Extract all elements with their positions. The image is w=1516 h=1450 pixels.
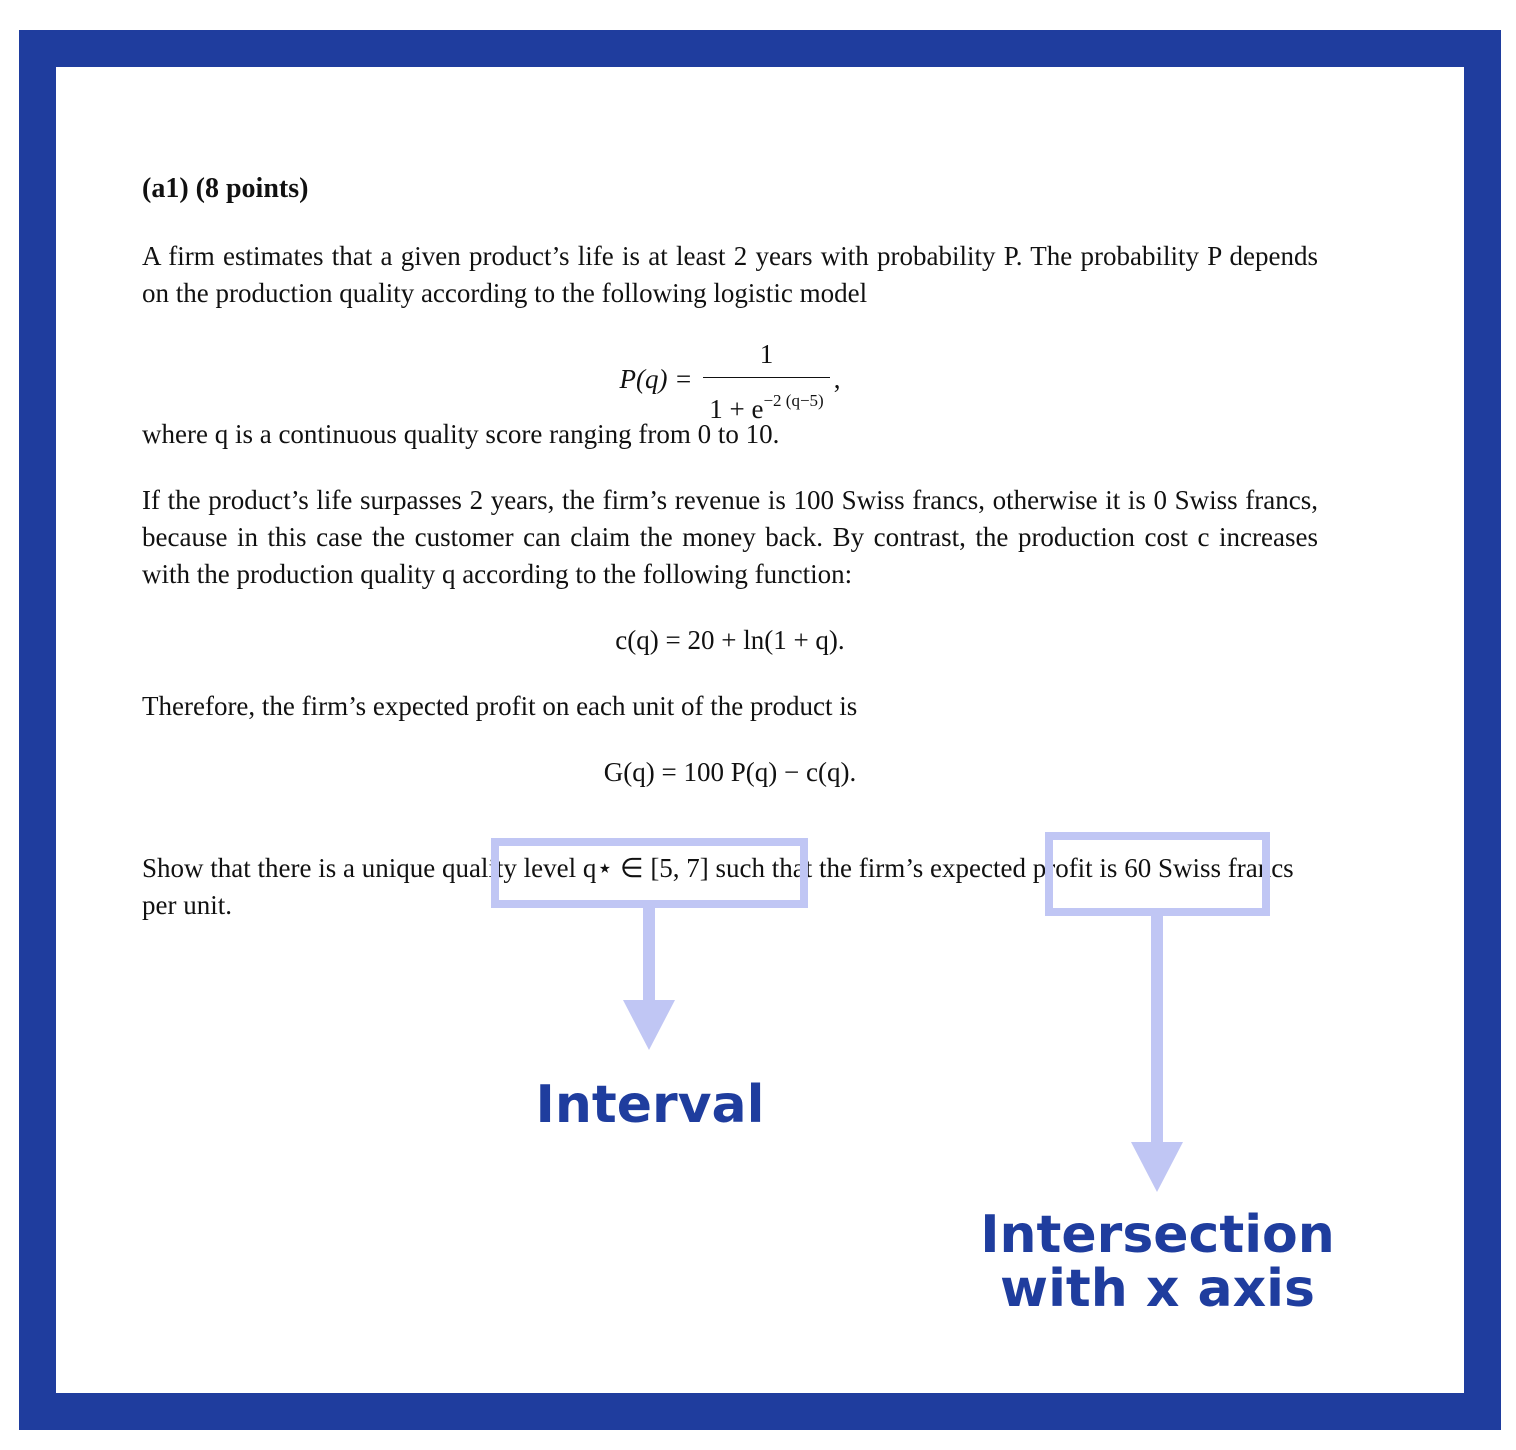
paragraph-where: where q is a continuous quality score ranging from 0 to 10. bbox=[142, 419, 780, 449]
intersection-label bbox=[960, 1205, 1355, 1319]
equation-lhs: P(q) = bbox=[619, 364, 693, 395]
interval-arrow-head bbox=[623, 1000, 675, 1050]
denominator-base: 1 + e bbox=[709, 394, 764, 424]
problem-heading: (a1) (8 points) bbox=[142, 173, 309, 204]
intersection-arrow-head bbox=[1131, 1142, 1183, 1192]
equation-comma: , bbox=[833, 364, 841, 395]
intersection-label-line2: with x axis bbox=[1000, 1259, 1315, 1319]
paragraph-intro: A firm estimates that a given product’s life is at least 2 years with probability P. The probability P depends on the production quality according to the following logistic model bbox=[142, 241, 1318, 308]
interval-arrow-shaft bbox=[643, 906, 655, 1002]
intersection-arrow-shaft bbox=[1151, 914, 1163, 1144]
intersection-label-line1: Intersection bbox=[980, 1205, 1335, 1265]
paragraph-revenue: If the product’s life surpasses 2 years, the firm’s revenue is 100 Swiss francs, otherwise it is 0 Swiss francs, because in this case the customer can claim the money back. By contrast, the production cost c increases with the production quality q according to the following function: bbox=[142, 485, 1318, 589]
equation-cost: c(q) = 20 + ln(1 + q). bbox=[615, 625, 845, 655]
fraction bbox=[703, 336, 829, 428]
paragraph-question: Show that there is a unique quality level q⋆ ∈ [5, 7] such that the firm’s expected profit is 60 Swiss francs per unit. bbox=[142, 853, 1294, 920]
interval-label: Interval bbox=[535, 1075, 765, 1135]
denominator-exponent: −2 (q−5) bbox=[763, 391, 824, 410]
equation-profit: G(q) = 100 P(q) − c(q). bbox=[603, 757, 857, 787]
paragraph-therefore: Therefore, the firm’s expected profit on each unit of the product is bbox=[142, 691, 858, 721]
equation-logistic bbox=[142, 336, 1318, 428]
fraction-numerator: 1 bbox=[703, 336, 829, 378]
interval-highlight-box bbox=[491, 838, 808, 908]
profit-highlight-box bbox=[1045, 832, 1270, 916]
